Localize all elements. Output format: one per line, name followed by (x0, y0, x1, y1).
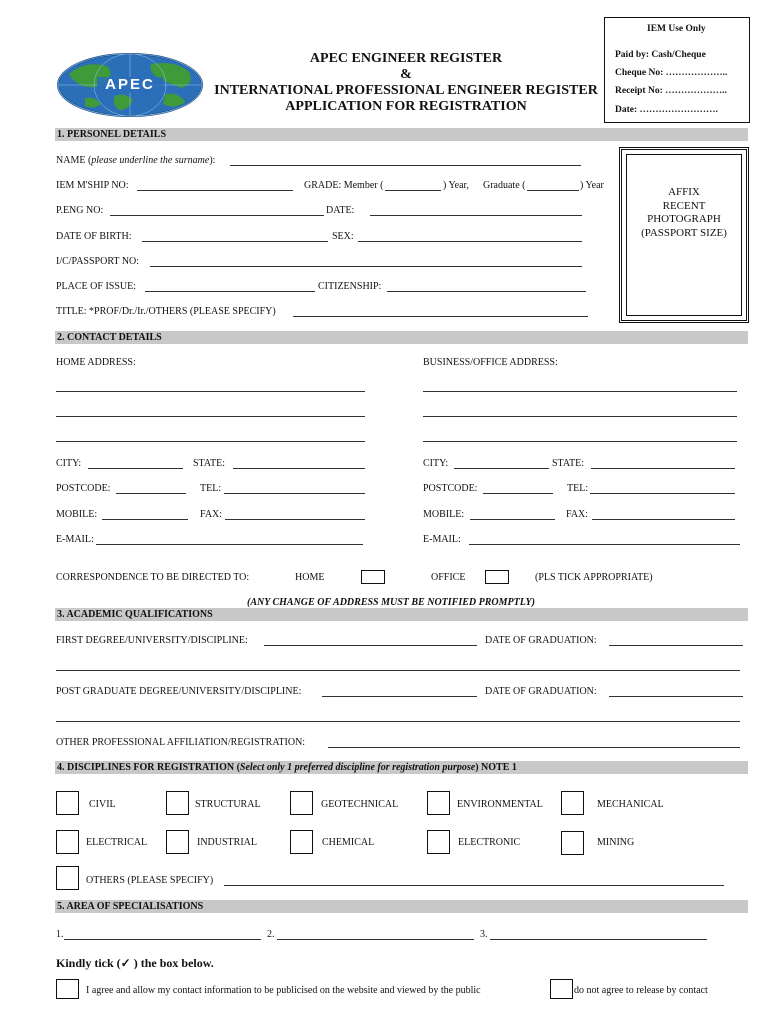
iem-use-only-box (604, 17, 750, 123)
office-postcode-field[interactable] (483, 493, 553, 494)
environmental-checkbox[interactable] (427, 791, 450, 815)
name-field[interactable] (230, 165, 581, 166)
grade-year-2: ) Year (580, 180, 604, 191)
first-degree-label: FIRST DEGREE/UNIVERSITY/DISCIPLINE: (56, 635, 248, 646)
specialisation-2-label: 2. (267, 929, 275, 940)
photo-box[interactable] (619, 147, 749, 323)
office-tel-field[interactable] (590, 493, 735, 494)
sex-label: SEX: (332, 231, 354, 242)
grade-member-field[interactable] (385, 190, 441, 191)
apec-logo (55, 52, 205, 118)
disagree-label: do not agree to release by contact (574, 985, 708, 996)
tick-note: (PLS TICK APPROPRIATE) (535, 572, 653, 583)
chemical-checkbox[interactable] (290, 830, 313, 854)
others-label: OTHERS (PLEASE SPECIFY) (86, 875, 214, 886)
office-fax-field[interactable] (592, 519, 735, 520)
other-professional-label: OTHER PROFESSIONAL AFFILIATION/REGISTRATION: (56, 737, 306, 748)
logo-text: APEC (105, 76, 155, 93)
office-mobile-field[interactable] (470, 519, 555, 520)
office-state-label: STATE: (552, 458, 584, 469)
correspondence-office-checkbox[interactable] (485, 570, 509, 584)
specialisation-3-field[interactable] (490, 939, 707, 940)
iem-date-label: Date: ……………………. (615, 105, 718, 115)
industrial-label: INDUSTRIAL (197, 837, 257, 848)
post-grad-date-label: DATE OF GRADUATION: (485, 686, 597, 697)
home-postcode-label: POSTCODE: (56, 483, 111, 494)
citizenship-label: CITIZENSHIP: (318, 281, 382, 292)
mining-label: MINING (597, 837, 635, 848)
office-address-line-1[interactable] (423, 391, 737, 392)
date-label: DATE: (326, 205, 355, 216)
photo-line-4: (PASSPORT SIZE) (641, 226, 727, 239)
specialisation-3-label: 3. (480, 929, 488, 940)
home-city-label: CITY: (56, 458, 82, 469)
title-label: TITLE: *PROF/Dr./Ir./OTHERS (PLEASE SPECIFY) (56, 306, 276, 317)
home-fax-field[interactable] (225, 519, 365, 520)
section-contact-details: 2. CONTACT DETAILS (55, 331, 748, 344)
iem-membership-label: IEM M'SHIP NO: (56, 180, 129, 191)
grade-graduate-field[interactable] (527, 190, 579, 191)
iem-membership-field[interactable] (137, 190, 293, 191)
peng-label: P.ENG NO: (56, 205, 104, 216)
first-degree-date-label: DATE OF GRADUATION: (485, 635, 597, 646)
home-fax-label: FAX: (200, 509, 223, 520)
correspondence-home-label: HOME (295, 572, 325, 583)
environmental-label: ENVIRONMENTAL (457, 799, 543, 810)
mining-checkbox[interactable] (561, 831, 584, 855)
civil-label: CIVIL (89, 799, 116, 810)
iem-use-only-title: IEM Use Only (647, 24, 706, 34)
correspondence-home-checkbox[interactable] (361, 570, 385, 584)
home-state-label: STATE: (193, 458, 225, 469)
office-email-field[interactable] (469, 544, 740, 545)
correspondence-office-label: OFFICE (431, 572, 466, 583)
home-address-label: HOME ADDRESS: (56, 357, 136, 368)
office-mobile-label: MOBILE: (423, 509, 465, 520)
office-city-field[interactable] (454, 468, 549, 469)
business-address-label: BUSINESS/OFFICE ADDRESS: (423, 357, 558, 368)
home-tel-label: TEL: (200, 483, 222, 494)
date-field[interactable] (370, 215, 582, 216)
home-mobile-field[interactable] (102, 519, 188, 520)
office-address-line-2[interactable] (423, 416, 737, 417)
place-of-issue-field[interactable] (145, 291, 315, 292)
section-personal-details: 1. PERSONEL DETAILS (55, 128, 748, 141)
specialisation-2-field[interactable] (277, 939, 474, 940)
section-academic-qualifications: 3. ACADEMIC QUALIFICATIONS (55, 608, 748, 621)
home-email-field[interactable] (96, 544, 363, 545)
geotechnical-checkbox[interactable] (290, 791, 313, 815)
photo-line-1: AFFIX (668, 186, 700, 198)
others-field[interactable] (224, 885, 724, 886)
post-grad-date-field[interactable] (609, 696, 743, 697)
office-fax-label: FAX: (566, 509, 589, 520)
specialisation-1-label: 1. (56, 929, 64, 940)
other-professional-field[interactable] (328, 747, 740, 748)
home-address-line-1[interactable] (56, 391, 365, 392)
agree-checkbox[interactable] (56, 979, 79, 999)
dob-label: DATE OF BIRTH: (56, 231, 132, 242)
disagree-checkbox[interactable] (550, 979, 573, 999)
structural-checkbox[interactable] (166, 791, 189, 815)
cheque-no-label: Cheque No: ……………….. (615, 68, 728, 78)
home-postcode-field[interactable] (116, 493, 186, 494)
first-degree-field[interactable] (264, 645, 477, 646)
receipt-no-label: Receipt No: ……………….. (615, 86, 727, 96)
form-title-3: APPLICATION FOR REGISTRATION (285, 99, 527, 114)
grade-year-1: ) Year, (443, 180, 469, 191)
form-title-2: INTERNATIONAL PROFESSIONAL ENGINEER REGISTER (214, 83, 598, 98)
chemical-label: CHEMICAL (322, 837, 375, 848)
home-tel-field[interactable] (224, 493, 365, 494)
industrial-checkbox[interactable] (166, 830, 189, 854)
office-address-line-3[interactable] (423, 441, 737, 442)
mechanical-checkbox[interactable] (561, 791, 584, 815)
address-change-note: (ANY CHANGE OF ADDRESS MUST BE NOTIFIED PROMPTLY) (247, 597, 535, 608)
office-state-field[interactable] (591, 468, 735, 469)
electronic-checkbox[interactable] (427, 830, 450, 854)
ic-passport-label: I/C/PASSPORT NO: (56, 256, 140, 267)
photo-line-2: RECENT (662, 199, 706, 212)
home-address-line-2[interactable] (56, 416, 365, 417)
office-postcode-label: POSTCODE: (423, 483, 478, 494)
mechanical-label: MECHANICAL (597, 799, 664, 810)
post-grad-label: POST GRADUATE DEGREE/UNIVERSITY/DISCIPLINE: (56, 686, 302, 697)
office-city-label: CITY: (423, 458, 449, 469)
agree-label: I agree and allow my contact information to be publicised on the website and viewed by the public (86, 985, 481, 996)
first-degree-extra-line[interactable] (56, 670, 740, 671)
photo-line-3: PHOTOGRAPH (647, 213, 721, 225)
home-state-field[interactable] (233, 468, 365, 469)
form-title-amp: & (400, 67, 412, 82)
office-tel-label: TEL: (567, 483, 589, 494)
title-field[interactable] (293, 316, 588, 317)
form-title-1: APEC ENGINEER REGISTER (309, 51, 503, 66)
graduate-label: Graduate ( (483, 180, 526, 191)
home-mobile-label: MOBILE: (56, 509, 98, 520)
citizenship-field[interactable] (387, 291, 586, 292)
post-grad-field[interactable] (322, 696, 477, 697)
ic-passport-field[interactable] (150, 266, 582, 267)
others-checkbox[interactable] (56, 866, 79, 890)
structural-label: STRUCTURAL (195, 799, 261, 810)
section-disciplines: 4. DISCIPLINES FOR REGISTRATION (Select only 1 preferred discipline for registration purpose) NOTE 1 (55, 761, 748, 774)
section-specialisations: 5. AREA OF SPECIALISATIONS (55, 900, 748, 913)
home-address-line-3[interactable] (56, 441, 365, 442)
electrical-label: ELECTRICAL (86, 837, 148, 848)
peng-field[interactable] (110, 215, 324, 216)
first-degree-date-field[interactable] (609, 645, 743, 646)
sex-field[interactable] (358, 241, 582, 242)
electronic-label: ELECTRONIC (458, 837, 521, 848)
home-email-label: E-MAIL: (56, 534, 94, 545)
office-email-label: E-MAIL: (423, 534, 461, 545)
kindly-tick-instruction: Kindly tick (✓ ) the box below. (56, 956, 214, 970)
name-label: NAME (please underline the surname): (56, 155, 216, 166)
civil-checkbox[interactable] (56, 791, 79, 815)
grade-label: GRADE: Member ( (304, 180, 384, 191)
correspondence-label: CORRESPONDENCE TO BE DIRECTED TO: (56, 572, 250, 583)
specialisation-1-field[interactable] (64, 939, 261, 940)
home-city-field[interactable] (88, 468, 183, 469)
post-grad-extra-line[interactable] (56, 721, 740, 722)
place-of-issue-label: PLACE OF ISSUE: (56, 281, 137, 292)
electrical-checkbox[interactable] (56, 830, 79, 854)
paid-by-label: Paid by: Cash/Cheque (615, 50, 706, 60)
dob-field[interactable] (142, 241, 328, 242)
geotechnical-label: GEOTECHNICAL (321, 799, 399, 810)
